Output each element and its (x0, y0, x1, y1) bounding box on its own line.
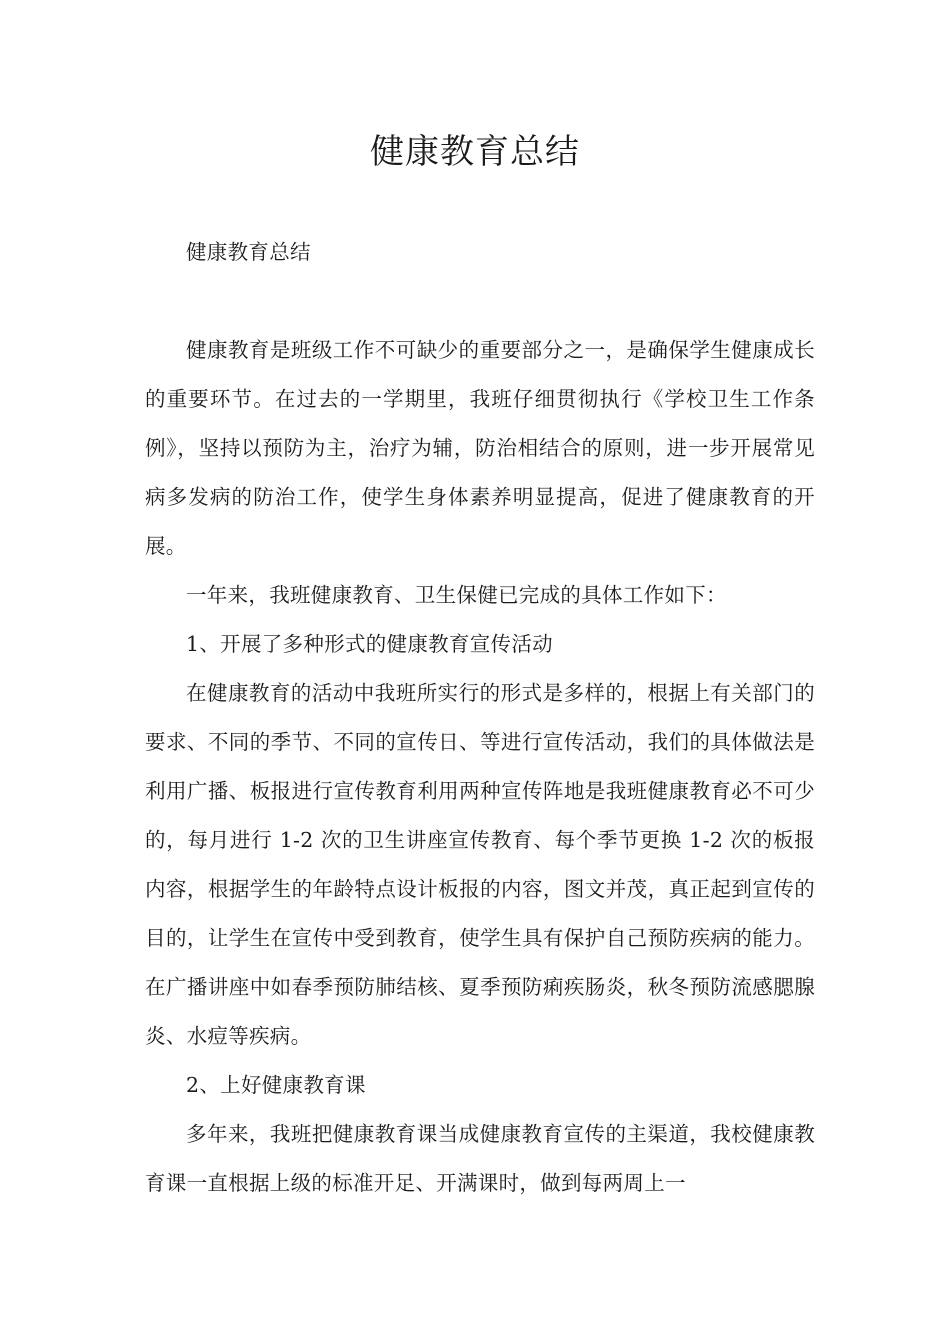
section-heading-2: 2、上好健康教育课 (186, 1073, 366, 1097)
summary-lead-paragraph: 一年来，我班健康教育、卫生保健已完成的具体工作如下： (186, 583, 727, 607)
section-heading-1: 1、开展了多种形式的健康教育宣传活动 (186, 632, 553, 656)
intro-paragraph: 健康教育是班级工作不可缺少的重要部分之一，是确保学生健康成长的重要环节。在过去的一学期里，我班仔细贯彻执行《学校卫生工作条例》，坚持以预防为主，治疗为辅，防治相结合的原则，进一步开展常见病多发病的防治工作，使学生身体素养明显提高，促进了健康教育的开展。 (145, 338, 815, 558)
subtitle-paragraph: 健康教育总结 (186, 240, 311, 264)
page-title: 健康教育总结 (370, 132, 580, 172)
section-2-paragraph: 多年来，我班把健康教育课当成健康教育宣传的主渠道，我校健康教育课一直根据上级的标准开足、开满课时，做到每两周上一 (145, 1122, 815, 1195)
document-body (145, 228, 815, 1208)
section-1-paragraph: 在健康教育的活动中我班所实行的形式是多样的，根据上有关部门的要求、不同的季节、不同的宣传日、等进行宣传活动，我们的具体做法是利用广播、板报进行宣传教育利用两种宣传阵地是我班健康教育必不可少的，每月进行 1-2 次的卫生讲座宣传教育、每个季节更换 1-2 次的板报内容，根据学生的年龄特点设计板报的内容，图文并茂，真正起到宣传的目的，让学生在宣传中受到教育，使学生具有保护自己预防疾病的能力。在广播讲座中如春季预防肺结核、夏季预防痢疾肠炎，秋冬预防流感腮腺炎、水痘等疾病。 (145, 681, 815, 1048)
